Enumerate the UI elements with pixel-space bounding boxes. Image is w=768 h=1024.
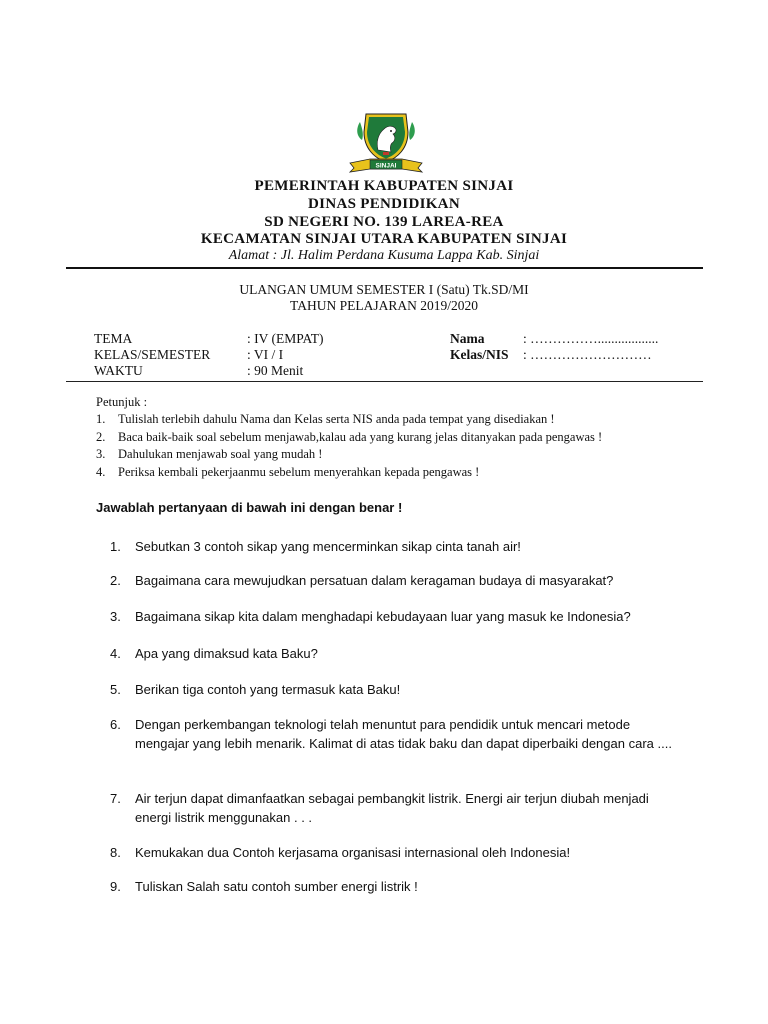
question-text: Bagaimana cara mewujudkan persatuan dalam keragaman budaya di masyarakat? [135,573,614,588]
question-text: Apa yang dimaksud kata Baku? [135,646,318,661]
question-number: 6. [110,717,121,732]
question-text: Berikan tiga contoh yang termasuk kata Baku! [135,682,401,697]
answer-instruction: Jawablah pertanyaan di bawah ini dengan benar ! [96,500,403,515]
header-school: SD NEGERI NO. 139 LAREA-REA [264,214,504,230]
nis-field[interactable]: : ……………………… [523,347,652,362]
petunjuk-item: Dahulukan menjawab soal yang mudah ! [118,447,323,461]
exam-title: ULANGAN UMUM SEMESTER I (Satu) Tk.SD/MI [239,282,529,297]
letterhead-divider [66,267,703,269]
kelas-value: : VI / I [247,347,284,362]
kelas-label: KELAS/SEMESTER [94,347,211,362]
petunjuk-number: 3. [96,447,106,461]
petunjuk-number: 4. [96,465,106,479]
header-government: PEMERINTAH KABUPATEN SINJAI [254,178,514,194]
question-text: Sebutkan 3 contoh sikap yang mencerminkan sikap cinta tanah air! [135,539,521,554]
header-address: Alamat : Jl. Halim Perdana Kusuma Lappa Kab. Sinjai [228,248,540,263]
nis-label: Kelas/NIS [450,347,509,362]
regency-emblem-logo [340,110,432,174]
question-text: Tuliskan Salah satu contoh sumber energi listrik ! [135,879,418,894]
question-text: Air terjun dapat dimanfaatkan sebagai pembangkit listrik. Energi air terjun diubah menjadi energi listrik menggunakan . . . [135,791,649,825]
waktu-value: : 90 Menit [247,363,304,378]
question-number: 7. [110,791,121,806]
question-number: 3. [110,609,121,624]
logo-ribbon-text: SINJAI [375,162,397,170]
header-district: KECAMATAN SINJAI UTARA KABUPATEN SINJAI [200,231,568,247]
petunjuk-item: Periksa kembali pekerjaanmu sebelum menyerahkan kepada pengawas ! [118,465,480,479]
question-number: 9. [110,879,121,894]
waktu-label: WAKTU [94,363,143,378]
question-number: 8. [110,845,121,860]
question-number: 4. [110,646,121,661]
info-divider [66,381,703,382]
petunjuk-number: 2. [96,430,106,444]
question-number: 1. [110,539,121,554]
question-number: 5. [110,682,121,697]
tema-label: TEMA [94,331,133,346]
petunjuk-item: Baca baik-baik soal sebelum menjawab,kalau ada yang kurang jelas ditanyakan pada pengawas ! [118,430,603,444]
header-department: DINAS PENDIDIKAN [308,196,460,212]
petunjuk-title: Petunjuk : [96,395,148,409]
tema-value: : IV (EMPAT) [247,331,324,346]
question-number: 2. [110,573,121,588]
question-text: Bagaimana sikap kita dalam menghadapi kebudayaan luar yang masuk ke Indonesia? [135,609,631,624]
petunjuk-number: 1. [96,412,106,426]
petunjuk-item: Tulislah terlebih dahulu Nama dan Kelas serta NIS anda pada tempat yang disediakan ! [118,412,555,426]
exam-year: TAHUN PELAJARAN 2019/2020 [290,298,478,313]
question-text: Kemukakan dua Contoh kerjasama organisasi internasional oleh Indonesia! [135,845,571,860]
nama-label: Nama [450,331,485,346]
question-text: Dengan perkembangan teknologi telah menuntut para pendidik untuk mencari metode mengajar yang lebih menarik. Kalimat di atas tidak baku dan dapat diperbaiki dengan cara .... [135,717,672,751]
nama-field[interactable]: : …………….................. [523,331,659,346]
